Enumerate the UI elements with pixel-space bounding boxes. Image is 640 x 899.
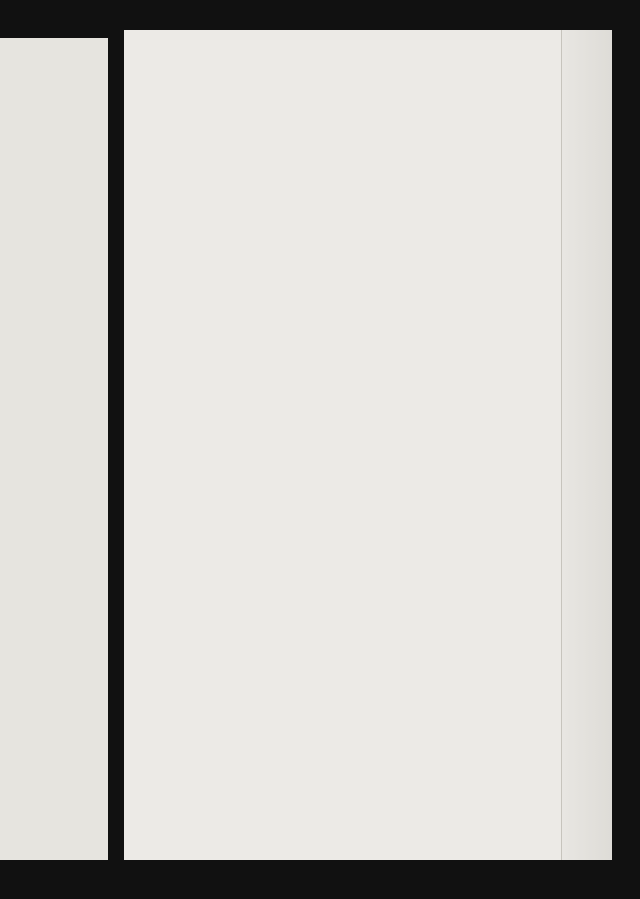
running-header — [124, 74, 564, 104]
page-edge — [561, 30, 612, 860]
left-page — [0, 38, 111, 860]
right-page — [124, 30, 612, 860]
